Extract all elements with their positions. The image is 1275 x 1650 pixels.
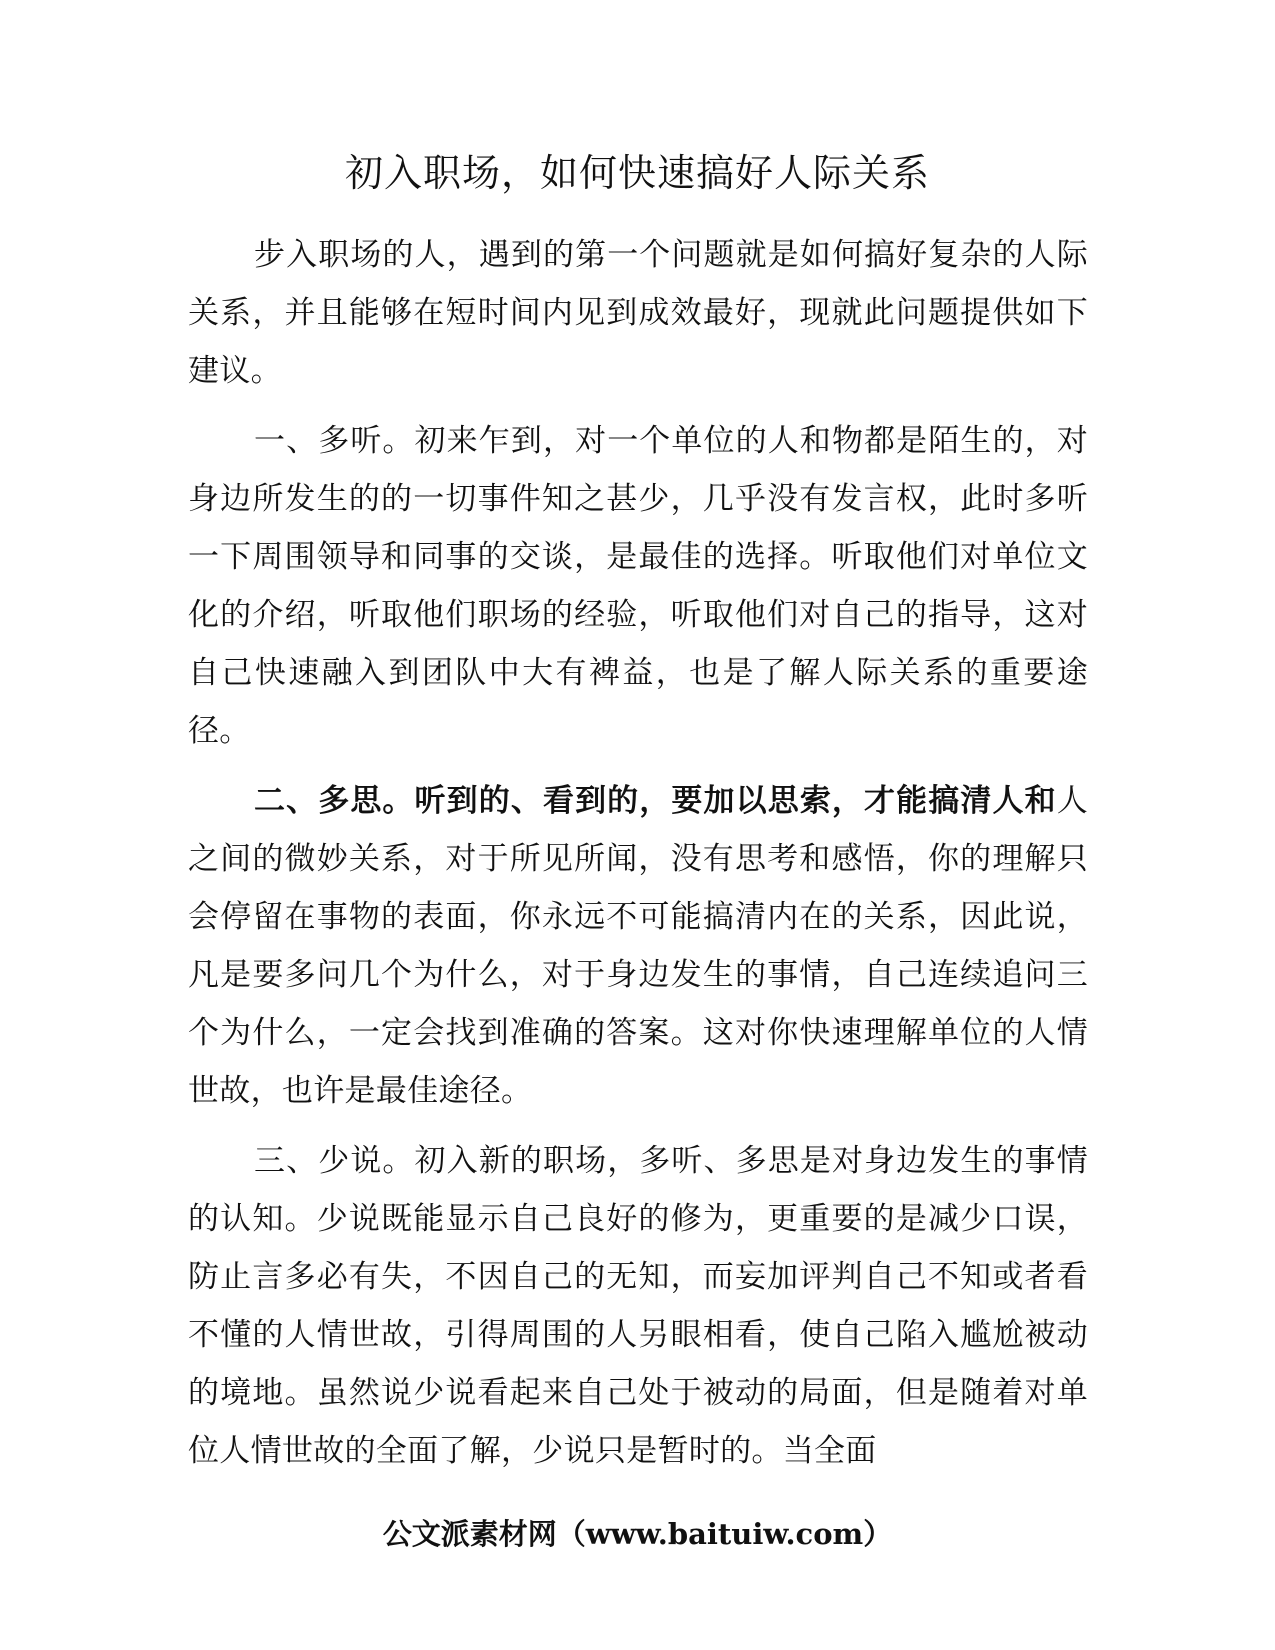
paragraph-intro [188,226,1088,400]
source-footer: 公文派素材网（www.baituiw.com） [382,1517,893,1551]
paragraph-listen [188,412,1088,760]
paragraph-text: 步入职场的人，遇到的第一个问题就是如何搞好复杂的人际关系，并且能够在短时间内见到成效最好，现就此问题提供如下建议。 [188,237,1088,389]
document-body [188,226,1088,1492]
paragraph-speak-less [188,1132,1088,1480]
paragraph-text: 三、少说。初入新的职场，多听、多思是对身边发生的事情的认知。少说既能显示自己良好的修为，更重要的是减少口误，防止言多必有失，不因自己的无知，而妄加评判自己不知或者看不懂的人情世故，引得周围的人另眼相看，使自己陷入尴尬被动的境地。虽然说少说看起来自己处于被动的局面，但是随着对单位人情世故的全面了解，少说只是暂时的。当全面 [188,1143,1088,1469]
paragraph-text: 一、多听。初来乍到，对一个单位的人和物都是陌生的，对身边所发生的的一切事件知之甚少，几乎没有发言权，此时多听一下周围领导和同事的交谈，是最佳的选择。听取他们对单位文化的介绍，听取他们职场的经验，听取他们对自己的指导，这对自己快速融入到团队中大有裨益，也是了解人际关系的重要途径。 [188,423,1088,749]
document-title: 初入职场，如何快速搞好人际关系 [344,151,930,195]
paragraph-think [188,772,1088,1120]
paragraph-text: 人之间的微妙关系，对于所见所闻，没有思考和感悟，你的理解只会停留在事物的表面，你永远不可能搞清内在的关系，因此说，凡是要多问几个为什么，对于身边发生的事情，自己连续追问三个为什么，一定会找到准确的答案。这对你快速理解单位的人情世故，也许是最佳途径。 [188,783,1088,1109]
paragraph-lead-bold: 二、多思。听到的、看到的，要加以思索，才能搞清人和 [254,783,1057,819]
